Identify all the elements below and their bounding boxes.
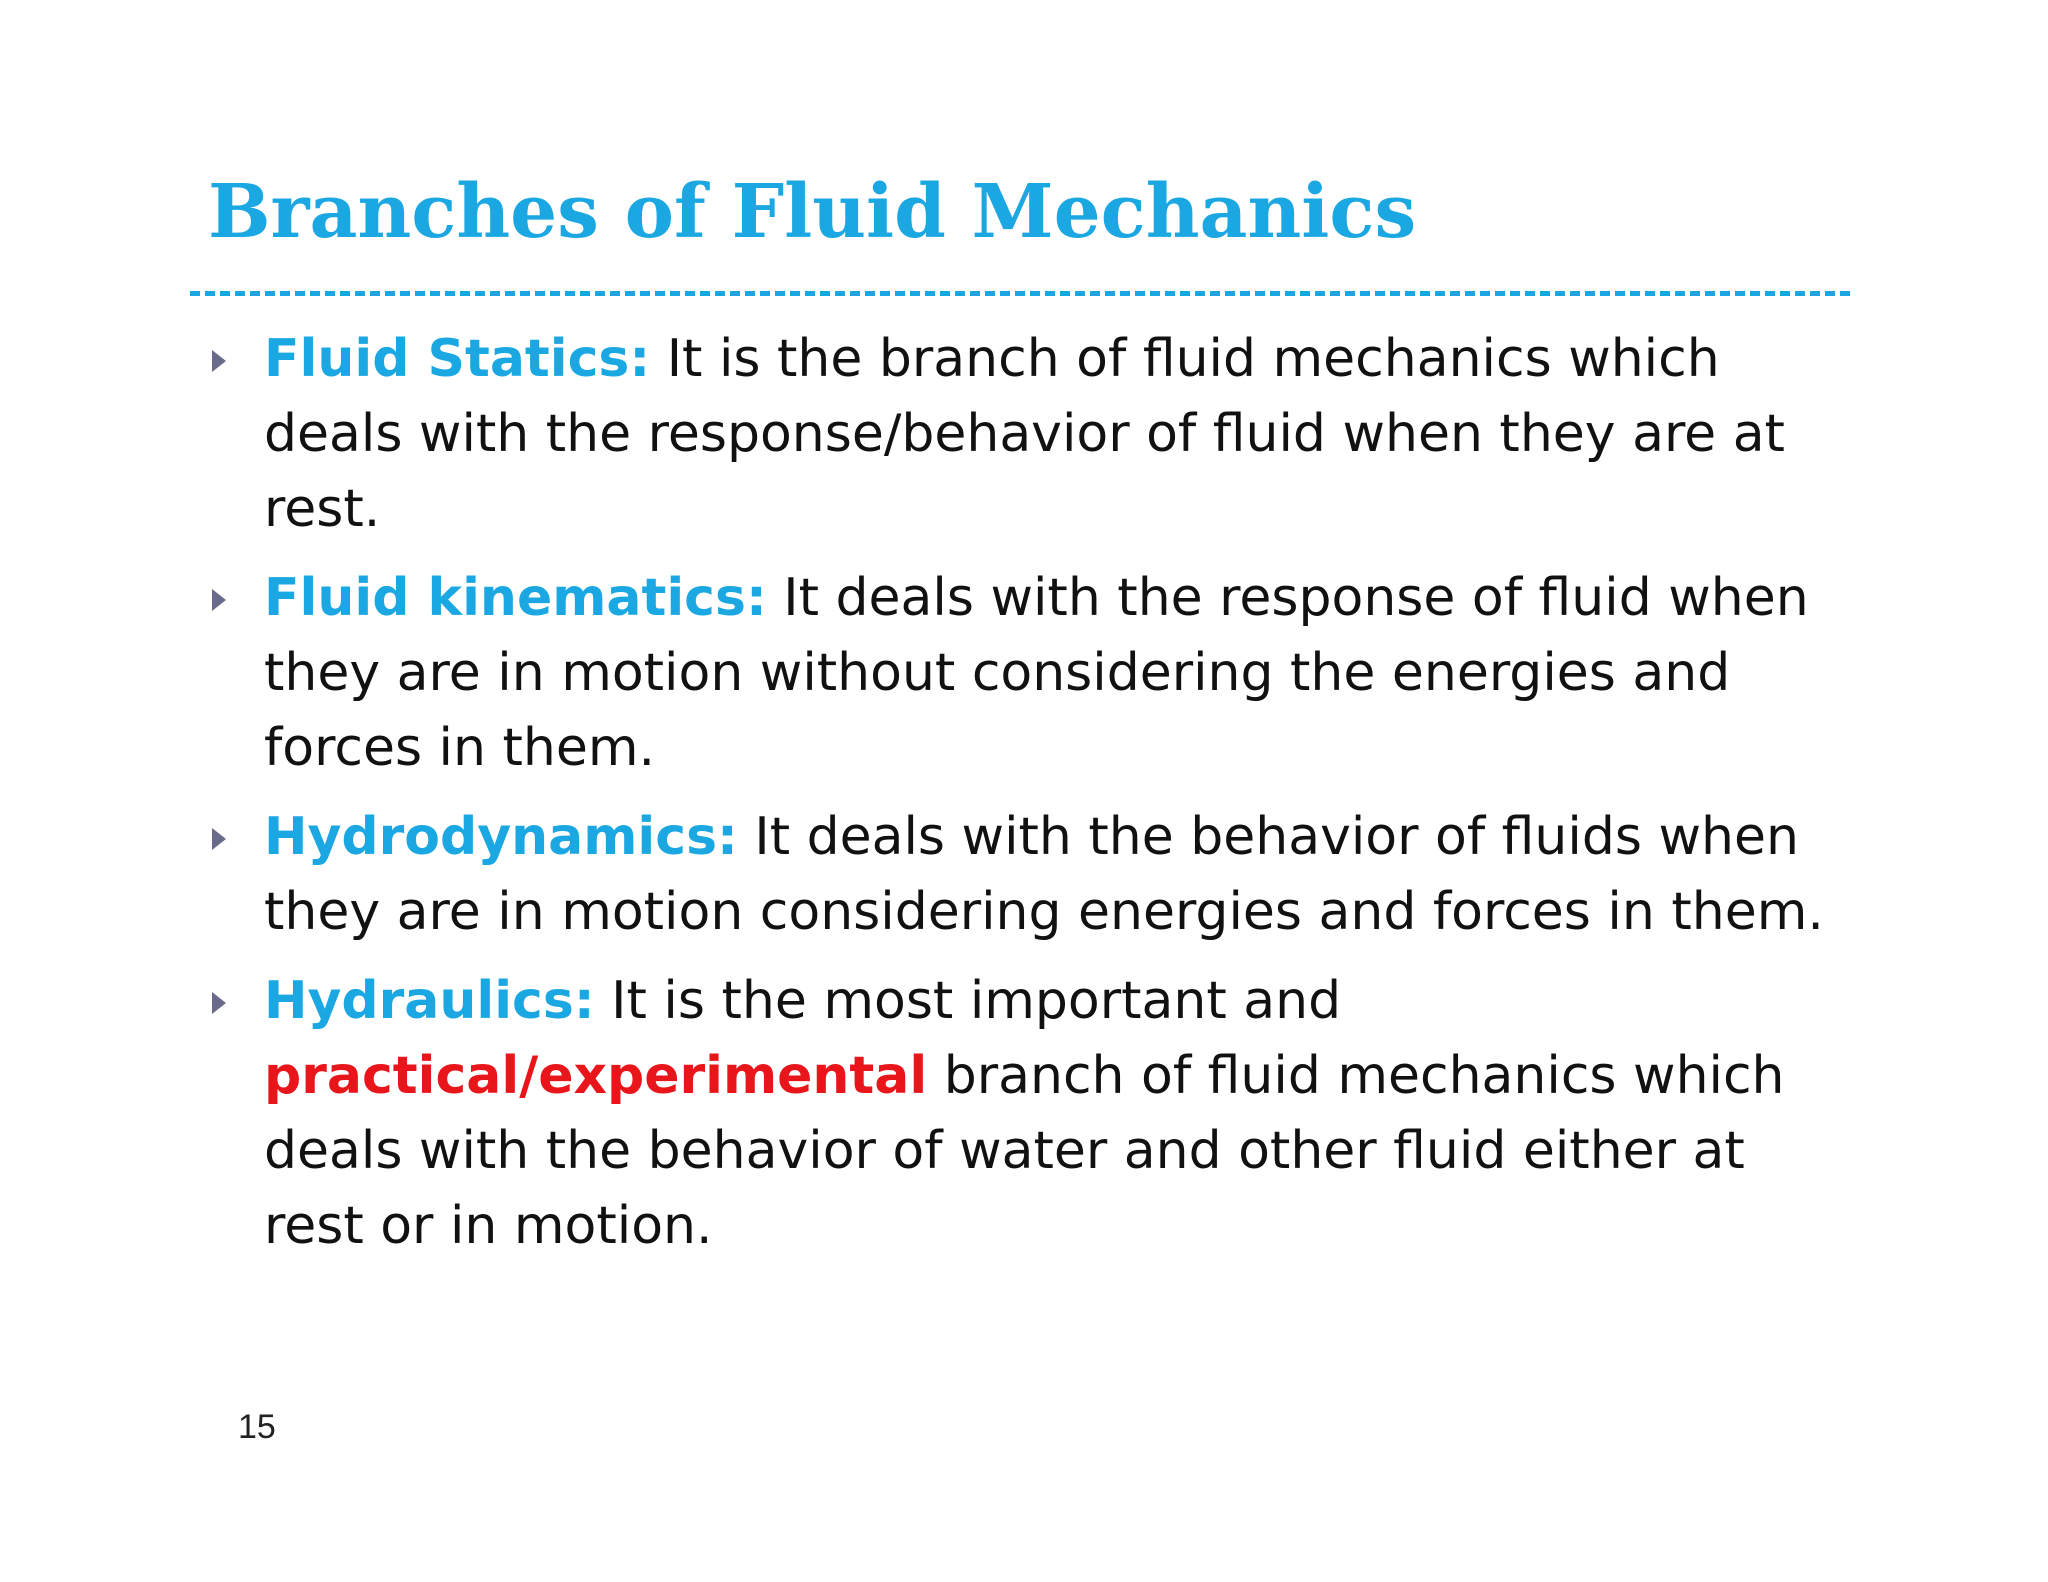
bullet-text: It is the branch of fluid mechanics which deals with the response/behavior of fluid when they are at rest. [264,329,1785,539]
bullet-emphasis: practical/experimental [264,1046,928,1106]
bullet-item-fluid-statics [208,322,1848,547]
bullet-term: Fluid kinematics: [264,568,767,628]
bullet-text: It deals with the behavior of fluids when they are in motion considering energies and forces in them. [264,807,1824,942]
bullet-item-fluid-kinematics [208,561,1848,786]
triangle-bullet-icon [212,589,226,611]
bullet-text: It deals with the response of fluid when they are in motion without considering the energies and forces in them. [264,568,1809,778]
title-divider [190,291,1850,296]
bullet-item-hydraulics [208,964,1848,1264]
bullet-term: Hydrodynamics: [264,807,738,867]
bullet-text: It is the most important and [594,971,1342,1031]
bullet-term: Hydraulics: [264,971,595,1031]
bullet-item-hydrodynamics [208,800,1848,950]
bullet-list [208,322,1848,1278]
triangle-bullet-icon [212,828,226,850]
slide-title: Branches of Fluid Mechanics [208,169,1417,255]
bullet-text: branch of fluid mechanics which deals with the behavior of water and other fluid either at rest or in motion. [264,1046,1785,1256]
page-number: 15 [238,1408,276,1446]
triangle-bullet-icon [212,350,226,372]
bullet-term: Fluid Statics: [264,329,651,389]
triangle-bullet-icon [212,992,226,1014]
